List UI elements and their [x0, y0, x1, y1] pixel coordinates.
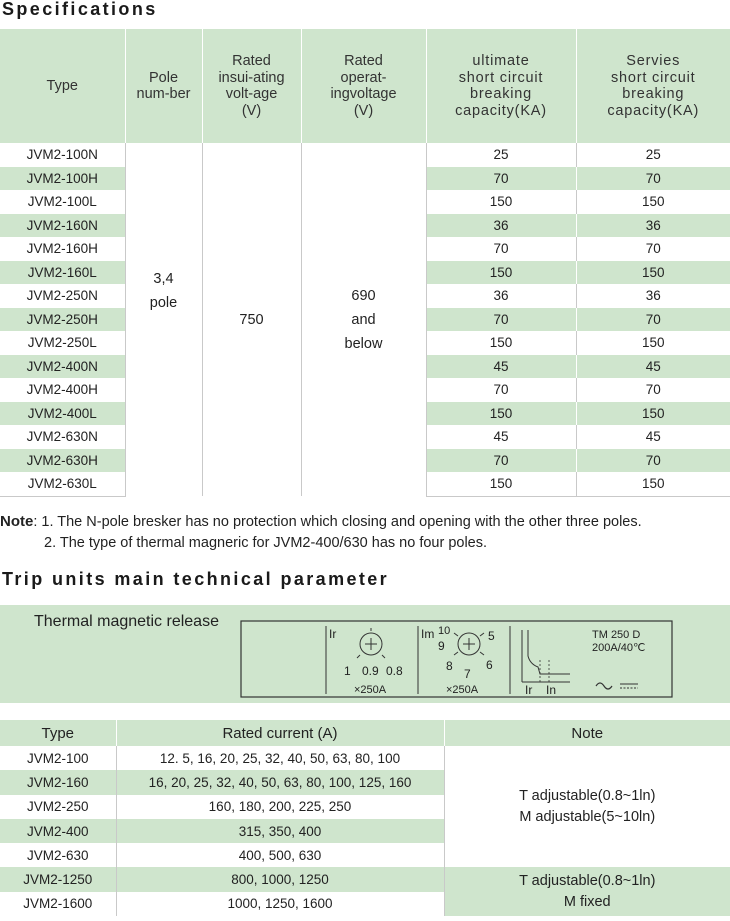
cell-service: 70: [576, 449, 730, 473]
cell-ultimate: 70: [426, 449, 576, 473]
spec-header-row: [0, 29, 730, 143]
cell-service: 70: [645, 382, 661, 398]
im-scale-7: 7: [464, 667, 471, 681]
ir-scale-0.9: 0.9: [362, 664, 379, 678]
trip-units-table: [0, 720, 730, 916]
cell-service: 70: [576, 167, 730, 191]
table-row: [0, 746, 730, 770]
trip-cell-current: 16, 20, 25, 32, 40, 50, 63, 80, 100, 125, 160: [116, 770, 444, 794]
trip-cell-current: 315, 350, 400: [116, 819, 444, 843]
note-colon: :: [33, 514, 38, 530]
header-type: Type: [0, 29, 125, 143]
curve-in-label: In: [546, 683, 557, 697]
cell-type: JVM2-160L: [0, 261, 125, 285]
header-insulating-voltage: Rated insui-ating volt-age (V): [202, 29, 301, 143]
trip-cell-type: JVM2-100: [0, 746, 116, 770]
specifications-table: [0, 29, 730, 497]
trip-cell-type: JVM2-1600: [0, 892, 116, 916]
thermal-magnetic-release-panel: [0, 605, 730, 703]
cell-ultimate: 70: [426, 237, 576, 261]
notes-block: [0, 511, 642, 554]
cell-ultimate: 70: [426, 378, 576, 402]
trip-note-adjustable: T adjustable(0.8~1ln) M adjustable(5~10ln): [444, 746, 730, 867]
cell-ultimate: 70: [426, 167, 576, 191]
note-text-1: 1. The N-pole bresker has no protection which closing and opening with the other three poles.: [41, 514, 642, 530]
cell-service: 150: [576, 261, 730, 285]
trip-header-row: [0, 720, 730, 746]
trip-cell-current: 12. 5, 16, 20, 25, 32, 40, 50, 63, 80, 100: [116, 746, 444, 770]
cell-ultimate: 150: [426, 402, 576, 426]
table-row: [0, 867, 730, 891]
cell-service: 70: [576, 308, 730, 332]
trip-header-note: Note: [444, 720, 730, 746]
im-scale-5: 5: [488, 629, 495, 643]
specifications-title: Specifications: [2, 0, 158, 19]
table-row: [0, 143, 730, 167]
ir-multiplier: ×250A: [354, 684, 387, 696]
cell-service: 150: [641, 335, 665, 351]
cell-ultimate: 70: [426, 308, 576, 332]
cell-type: JVM2-100L: [0, 190, 125, 214]
cell-type: JVM2-630N: [0, 425, 125, 449]
cell-type: JVM2-160H: [0, 237, 125, 261]
trip-header-type: Type: [0, 720, 116, 746]
cell-ultimate: 25: [426, 143, 576, 167]
cell-type: JVM2-630L: [0, 472, 125, 496]
ir-dial-icon: [357, 628, 385, 658]
cell-type: JVM2-400H: [0, 378, 125, 402]
trip-curve-icon: [522, 630, 570, 682]
trip-cell-current: 800, 1000, 1250: [116, 867, 444, 891]
trip-cell-current: 1000, 1250, 1600: [116, 892, 444, 916]
cell-service: 150: [641, 194, 665, 210]
cell-service: 150: [576, 402, 730, 426]
note-text-2: 2. The type of thermal magneric for JVM2-400/630 has no four poles.: [44, 535, 488, 551]
cell-type: JVM2-250N: [0, 284, 125, 308]
cell-type: JVM2-400N: [0, 355, 125, 379]
im-multiplier: ×250A: [446, 684, 479, 696]
ac-symbol-icon: [596, 683, 638, 689]
trip-cell-type: JVM2-250: [0, 795, 116, 819]
cell-ultimate: 150: [426, 331, 576, 355]
cell-ultimate: 150: [426, 472, 576, 496]
ir-scale-0.8: 0.8: [386, 664, 403, 678]
note-line-1: [0, 511, 642, 533]
trip-cell-current: 160, 180, 200, 225, 250: [116, 795, 444, 819]
cell-service: 45: [576, 355, 730, 379]
trip-cell-current: 400, 500, 630: [116, 843, 444, 867]
curve-ir-label: Ir: [525, 683, 533, 697]
ir-scale-1: 1: [344, 664, 351, 678]
header-ultimate-capacity: ultimate short circuit breaking capacity(KA): [426, 29, 576, 143]
im-dial-icon: [454, 633, 484, 655]
cell-type: JVM2-630H: [0, 449, 125, 473]
header-pole-number: Pole num-ber: [125, 29, 202, 143]
trip-cell-type: JVM2-630: [0, 843, 116, 867]
note-label: Note: [0, 513, 34, 530]
cell-type: JVM2-250L: [0, 331, 125, 355]
cell-insulating-voltage: 750: [202, 143, 301, 496]
cell-type: JVM2-100H: [0, 167, 125, 191]
cell-ultimate: 36: [426, 284, 576, 308]
cell-service: 70: [645, 241, 661, 257]
cell-pole-number: 3,4 pole: [125, 143, 202, 496]
cell-service: 25: [645, 147, 661, 163]
cell-service: 36: [645, 288, 661, 304]
im-scale-6: 6: [486, 658, 493, 672]
trip-note-fixed: T adjustable(0.8~1ln) M fixed: [444, 867, 730, 916]
trip-cell-type: JVM2-160: [0, 770, 116, 794]
im-scale-8: 8: [446, 659, 453, 673]
cell-type: JVM2-160N: [0, 214, 125, 238]
release-rating: 200A/40℃: [592, 642, 646, 654]
cell-service: 45: [645, 429, 661, 445]
ir-label: Ir: [329, 627, 337, 641]
cell-ultimate: 45: [426, 425, 576, 449]
note-line-2: [0, 533, 642, 554]
cell-type: JVM2-250H: [0, 308, 125, 332]
trip-header-rated-current: Rated current (A): [116, 720, 444, 746]
trip-cell-type: JVM2-1250: [0, 867, 116, 891]
release-label: Thermal magnetic release: [34, 613, 219, 630]
im-label: Im: [421, 627, 435, 641]
trip-cell-type: JVM2-400: [0, 819, 116, 843]
im-scale-10: 10: [438, 625, 451, 637]
cell-ultimate: 45: [426, 355, 576, 379]
header-operating-voltage: Rated operat- ingvoltage (V): [301, 29, 426, 143]
cell-type: JVM2-100N: [0, 143, 125, 167]
cell-operating-voltage: 690 and below: [301, 143, 426, 496]
cell-service: 36: [576, 214, 730, 238]
cell-ultimate: 150: [426, 261, 576, 285]
cell-ultimate: 150: [426, 190, 576, 214]
release-diagram: [240, 620, 676, 700]
release-model: TM 250 D: [592, 629, 641, 641]
cell-type: JVM2-400L: [0, 402, 125, 426]
header-service-capacity: Servies short circuit breaking capacity(KA): [576, 29, 730, 143]
cell-service: 150: [576, 472, 730, 496]
trip-units-title: Trip units main technical parameter: [2, 569, 390, 589]
cell-ultimate: 36: [426, 214, 576, 238]
im-scale-9: 9: [438, 639, 445, 653]
